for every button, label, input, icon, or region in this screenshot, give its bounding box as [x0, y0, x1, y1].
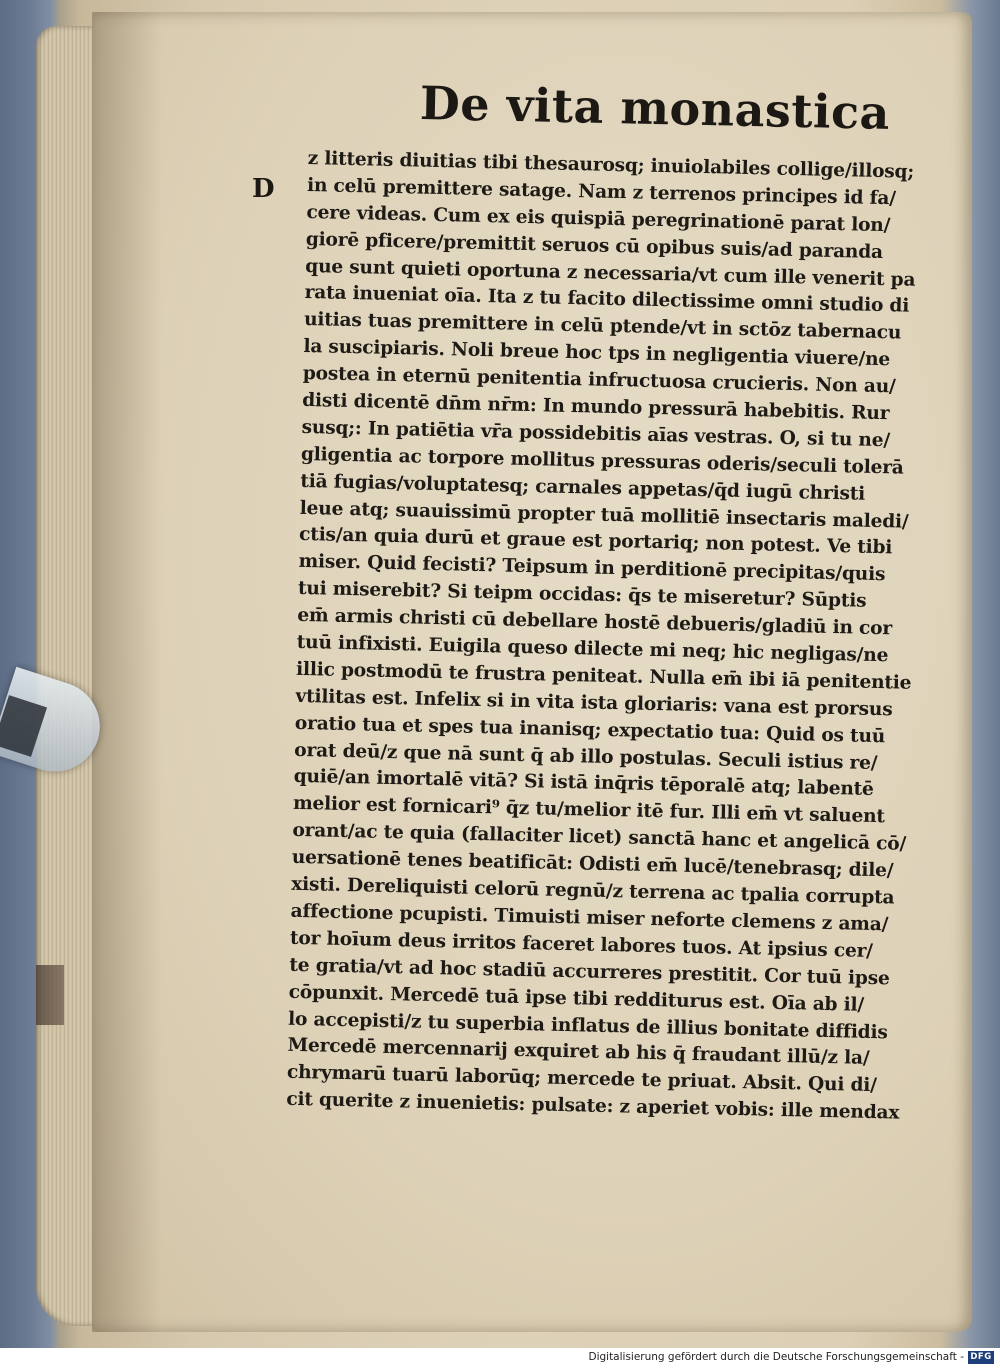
text-line: uitias tuas premittere in celū ptende/vt in sctōz tabernacu [303, 309, 902, 344]
text-line: illic postmodū te frustra peniteat. Nulla em̄ ibi iā penitentie [295, 658, 912, 694]
text-line: lo accepisti/z tu superbia inflatus de illius bonitate diffidis [287, 1008, 888, 1043]
text-line: la suscipiaris. Noli breue hoc tps in negligentia viuere/ne [303, 336, 891, 371]
text-line: giorē pficere/premittit seruos cū opibus suis/ad paranda [305, 228, 884, 263]
text-line: orant/ac te quia (fallaciter licet) sanctā hanc et angelicā cō/ [292, 820, 907, 856]
running-title: De vita monastica [419, 76, 891, 140]
text-line: melior est fornicari⁹ q̄z tu/melior itē fur. Illi em̄ vt saluent [292, 793, 886, 828]
text-line: Mercedē mercennarij exquiret ab his q̄ fraudant illū/z la/ [287, 1035, 870, 1070]
text-block [286, 146, 924, 1128]
text-line: oratio tua et spes tua inanisq; expectatio tua: Quid os tuū [294, 712, 886, 747]
text-line: cit querite z inuenietis: pulsate: z aperiet vobis: ille mendax [286, 1088, 900, 1124]
text-line: gligentia ac torpore mollitus pressuras oderis/seculi tolerā [300, 443, 904, 479]
text-line: vtilitas est. Infelix si in vita ista gloriaris: vana est prorsus [295, 685, 893, 721]
text-line: orat deū/z que nā sunt q̄ ab illo postulas. Seculi istius re/ [294, 739, 878, 774]
text-line: que sunt quieti oportuna z necessaria/vt cum ille venerit pa [305, 255, 916, 291]
footer-text: Digitalisierung gefördert durch die Deutsche Forschungsgemeinschaft - [588, 1351, 964, 1363]
gutter-shadow [92, 12, 162, 1332]
text-line: te gratia/vt ad hoc stadiū accurreres prestitit. Cor tuū ipse [289, 954, 890, 990]
text-line: disti dicentē dn̄m nr̄m: In mundo pressurā habebitis. Rur [301, 389, 890, 425]
text-line: z litteris diuitias tibi thesaurosq; inuiolabiles collige/illosq; [307, 147, 915, 183]
text-line: chrymarū tuarū laborūq; mercede te priuat. Absit. Qui di/ [286, 1062, 877, 1097]
marginal-letter: D [252, 174, 275, 204]
text-line: rata inueniat oīa. Ita z tu facito dilectissime omni studio di [304, 282, 910, 318]
text-line: affectione pcupisti. Timuisti miser neforte clemens z ama/ [290, 900, 889, 936]
spine-mark [36, 965, 64, 1025]
text-line: susq;: In patiētia vr̄a possidebitis aīas vestras. O, si tu ne/ [301, 416, 891, 452]
text-line: ctis/an quia durū et graue est portariq; non potest. Ve tibi [298, 524, 893, 559]
footer-bar [0, 1348, 1000, 1368]
text-line: quiē/an imortalē vitā? Si istā inq̄ris tēporalē atq; labentē [293, 766, 874, 801]
text-line: tiā fugias/voluptatesq; carnales appetas/q̄d iugū christi [300, 470, 866, 505]
text-line: tor hoīum deus irritos faceret labores tuos. At ipsius cer/ [289, 927, 874, 962]
text-line: postea in eternū penitentia infructuosa crucieris. Non au/ [302, 363, 896, 398]
text-line: in celū premittere satage. Nam z terrenos principes id fa/ [306, 174, 897, 210]
text-line: cōpunxit. Mercedē tuā ipse tibi redditurus est. Oīa ab il/ [288, 981, 865, 1016]
text-line: miser. Quid fecisti? Teipsum in perditionē precipitas/quis [298, 551, 886, 586]
text-line: uersationē tenes beatificāt: Odisti em̄ lucē/tenebrasq; dile/ [291, 846, 894, 882]
text-line: cere videas. Cum ex eis quispiā peregrinationē parat lon/ [306, 201, 891, 237]
text-line: leue atq; suauissimū propter tuā mollitiē insectaris maledi/ [299, 497, 909, 533]
text-line: tui miserebit? Si teipm occidas: q̄s te miseretur? Sūptis [297, 578, 867, 613]
text-line: em̄ armis christi cū debellare hostē debueris/gladiū in cor [297, 605, 893, 640]
text-line: xisti. Dereliquisti celorū regnū/z terrena ac tpalia corrupta [291, 873, 895, 909]
dfg-logo: DFG [968, 1351, 994, 1364]
text-line: tuū infixisti. Euigila queso dilecte mi neq; hic negligas/ne [296, 631, 889, 667]
